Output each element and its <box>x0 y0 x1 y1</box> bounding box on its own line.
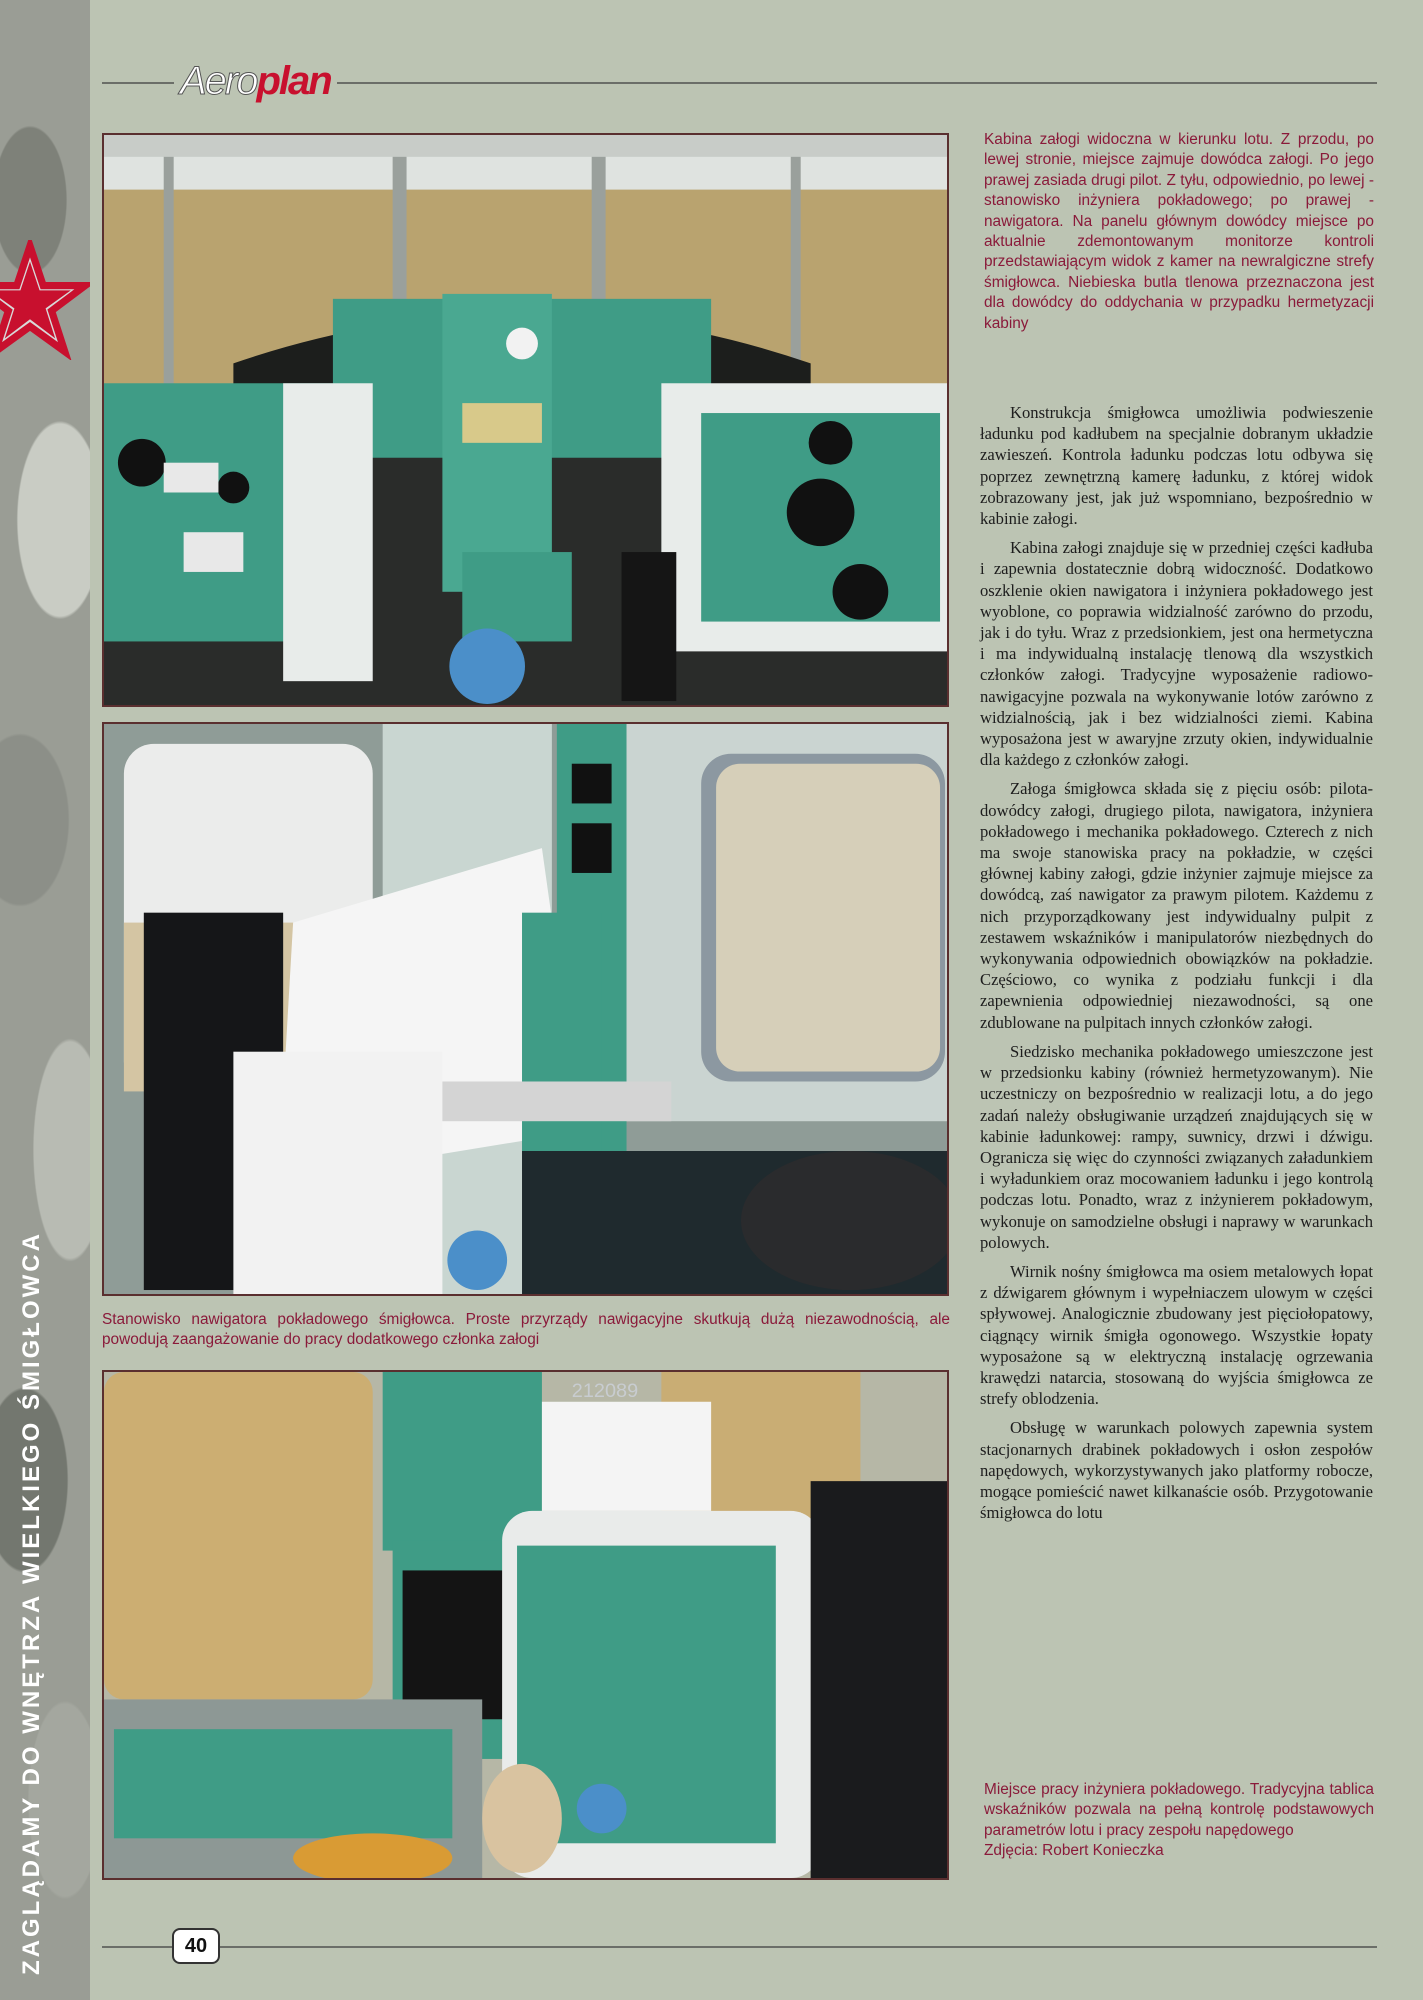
photo2-caption: Stanowisko nawigatora pokładowego śmigłowca. Proste przyrządy nawigacyjne skutkują dużą niezawodnością, ale powodują zaangażowanie do pracy dodatkowego członka załogi <box>102 1311 950 1348</box>
side-section-title: ZAGLĄDAMY DO WNĘTRZA WIELKIEGO ŚMIGŁOWCA <box>18 1231 45 1975</box>
magazine-logo: Aeroplan <box>174 58 337 104</box>
body-paragraph: Załoga śmigłowca składa się z pięciu osób: pilota-dowódcy załogi, drugiego pilota, nawigatora, inżyniera pokładowego i mechanika pokładowego. Czterech z nich ma swoje stanowiska pracy na pokładzie, w części głównej kabiny załogi, gdzie inżynier zajmuje miejsce za dowódcą, zaś nawigator za prawym pilotem. Każdemu z nich przyporządkowany jest indywidualny pulpit z zestawem wskaźników i manipulatorów niezbędnych do wykonywania odpowiednich obowiązków na pokładzie. Częściowo, co wynika z podziału funkcji i dla zapewnienia odpowiedniej niezawodności, są one zdublowane na pulpitach innych członków załogi. <box>980 779 1373 1032</box>
page-number: 40 <box>172 1928 220 1964</box>
body-paragraph: Siedzisko mechanika pokładowego umieszczone jest w przedsionku kabiny (również hermetyzowanym). Nie uczestniczy on bezpośrednio w realizacji lotu, a do jego zadań należy obsługiwanie urządzeń znajdujących się w kabinie ładunkowej: rampy, suwnicy, drzwi i dźwigu. Ogranicza się więc do czynności związanych załadunkiem i wyładunkiem oraz mocowaniem ładunku i jego kontrolą podczas lotu. Ponadto, wraz z inżynierem pokładowym, wykonuje on samodzielne obsługi i naprawy w warunkach polowych. <box>980 1041 1373 1252</box>
flight-engineer-station-photo <box>102 1370 949 1880</box>
photo1-caption: Kabina załogi widoczna w kierunku lotu. Z przodu, po lewej stronie, miejsce zajmuje dowódca załogi. Po jego prawej zasiada drugi pilot. Z tyłu, odpowiednio, po lewej - stanowisko inżyniera pokładowego; po prawej - nawigatora. Na panelu głównym dowódcy miejsce po aktualnie zdemontowanym monitorze kontroli przedstawiającym widok z kamer na newralgiczne strefy śmigłowca. Niebieska butla tlenowa przeznaczona jest dla dowódcy do oddychania w przypadku hermetyzacji kabiny <box>984 131 1374 332</box>
aircraft-serial-number: 212089 <box>571 1379 639 1402</box>
navigator-station-photo <box>102 722 949 1296</box>
footer-rule <box>102 1946 1377 1948</box>
photo-credit: Zdjęcia: Robert Konieczka <box>984 1842 1164 1860</box>
body-paragraph: Konstrukcja śmigłowca umożliwia podwieszenie ładunku pod kadłubem na specjalnie dobranym układzie zawieszeń. Kontrola ładunku podczas lotu odbywa się poprzez zewnętrzną kamerę ładunku, z której widok zobrazowany jest, jak już wspomniano, bezpośrednio w kabinie załogi. <box>980 403 1373 529</box>
photo3-caption-text: Miejsce pracy inżyniera pokładowego. Tradycyjna tablica wskaźników pozwala na pełną kontrolę podstawowych parametrów lotu i pracy zespołu napędowego <box>984 1781 1374 1839</box>
body-paragraph: Kabina załogi znajduje się w przedniej części kadłuba i zapewnia dostatecznie dobrą widoczność. Dodatkowo oszklenie okien nawigatora i inżyniera pokładowego jest wyoblone, co poprawia widzialność zarówno do przodu, jak i do tyłu. Wraz z przedsionkiem, jest ona hermetyczna i ma indywidualną instalację tlenową dla wszystkich członków załogi. Tradycyjne wyposażenie radiowo-nawigacyjne pozwala na wykonywanie lotów zarówno z widzialnością, jak i bez widzialności ziemi. Kabina wyposażona jest w awaryjne zrzuty okien, indywidualnie dla każdego z członków załogi. <box>980 538 1373 770</box>
photo3-caption <box>984 1780 1374 1862</box>
body-paragraph: Obsługę w warunkach polowych zapewnia system stacjonarnych drabinek pokładowych i osłon zespołów napędowych, wykorzystywanych jako platformy robocze, mogące pomieścić nawet kilkanaście osób. Przygotowanie śmigłowca do lotu <box>980 1418 1373 1523</box>
body-paragraph: Wirnik nośny śmigłowca ma osiem metalowych łopat z dźwigarem głównym i wypełniaczem ulowym w części spływowej. Analogicznie zbudowany jest pięciołopatowy, ciągnący wirnik śmigła ogonowego. Wszystkie łopaty wyposażone są w elektryczną instalację ogrzewania krawędzi natarcia, stosowaną do wyjścia śmigłowca ze strefy oblodzenia. <box>980 1261 1373 1409</box>
cockpit-forward-photo <box>102 133 949 707</box>
red-star-icon <box>0 240 90 360</box>
article-body <box>980 402 1373 1531</box>
